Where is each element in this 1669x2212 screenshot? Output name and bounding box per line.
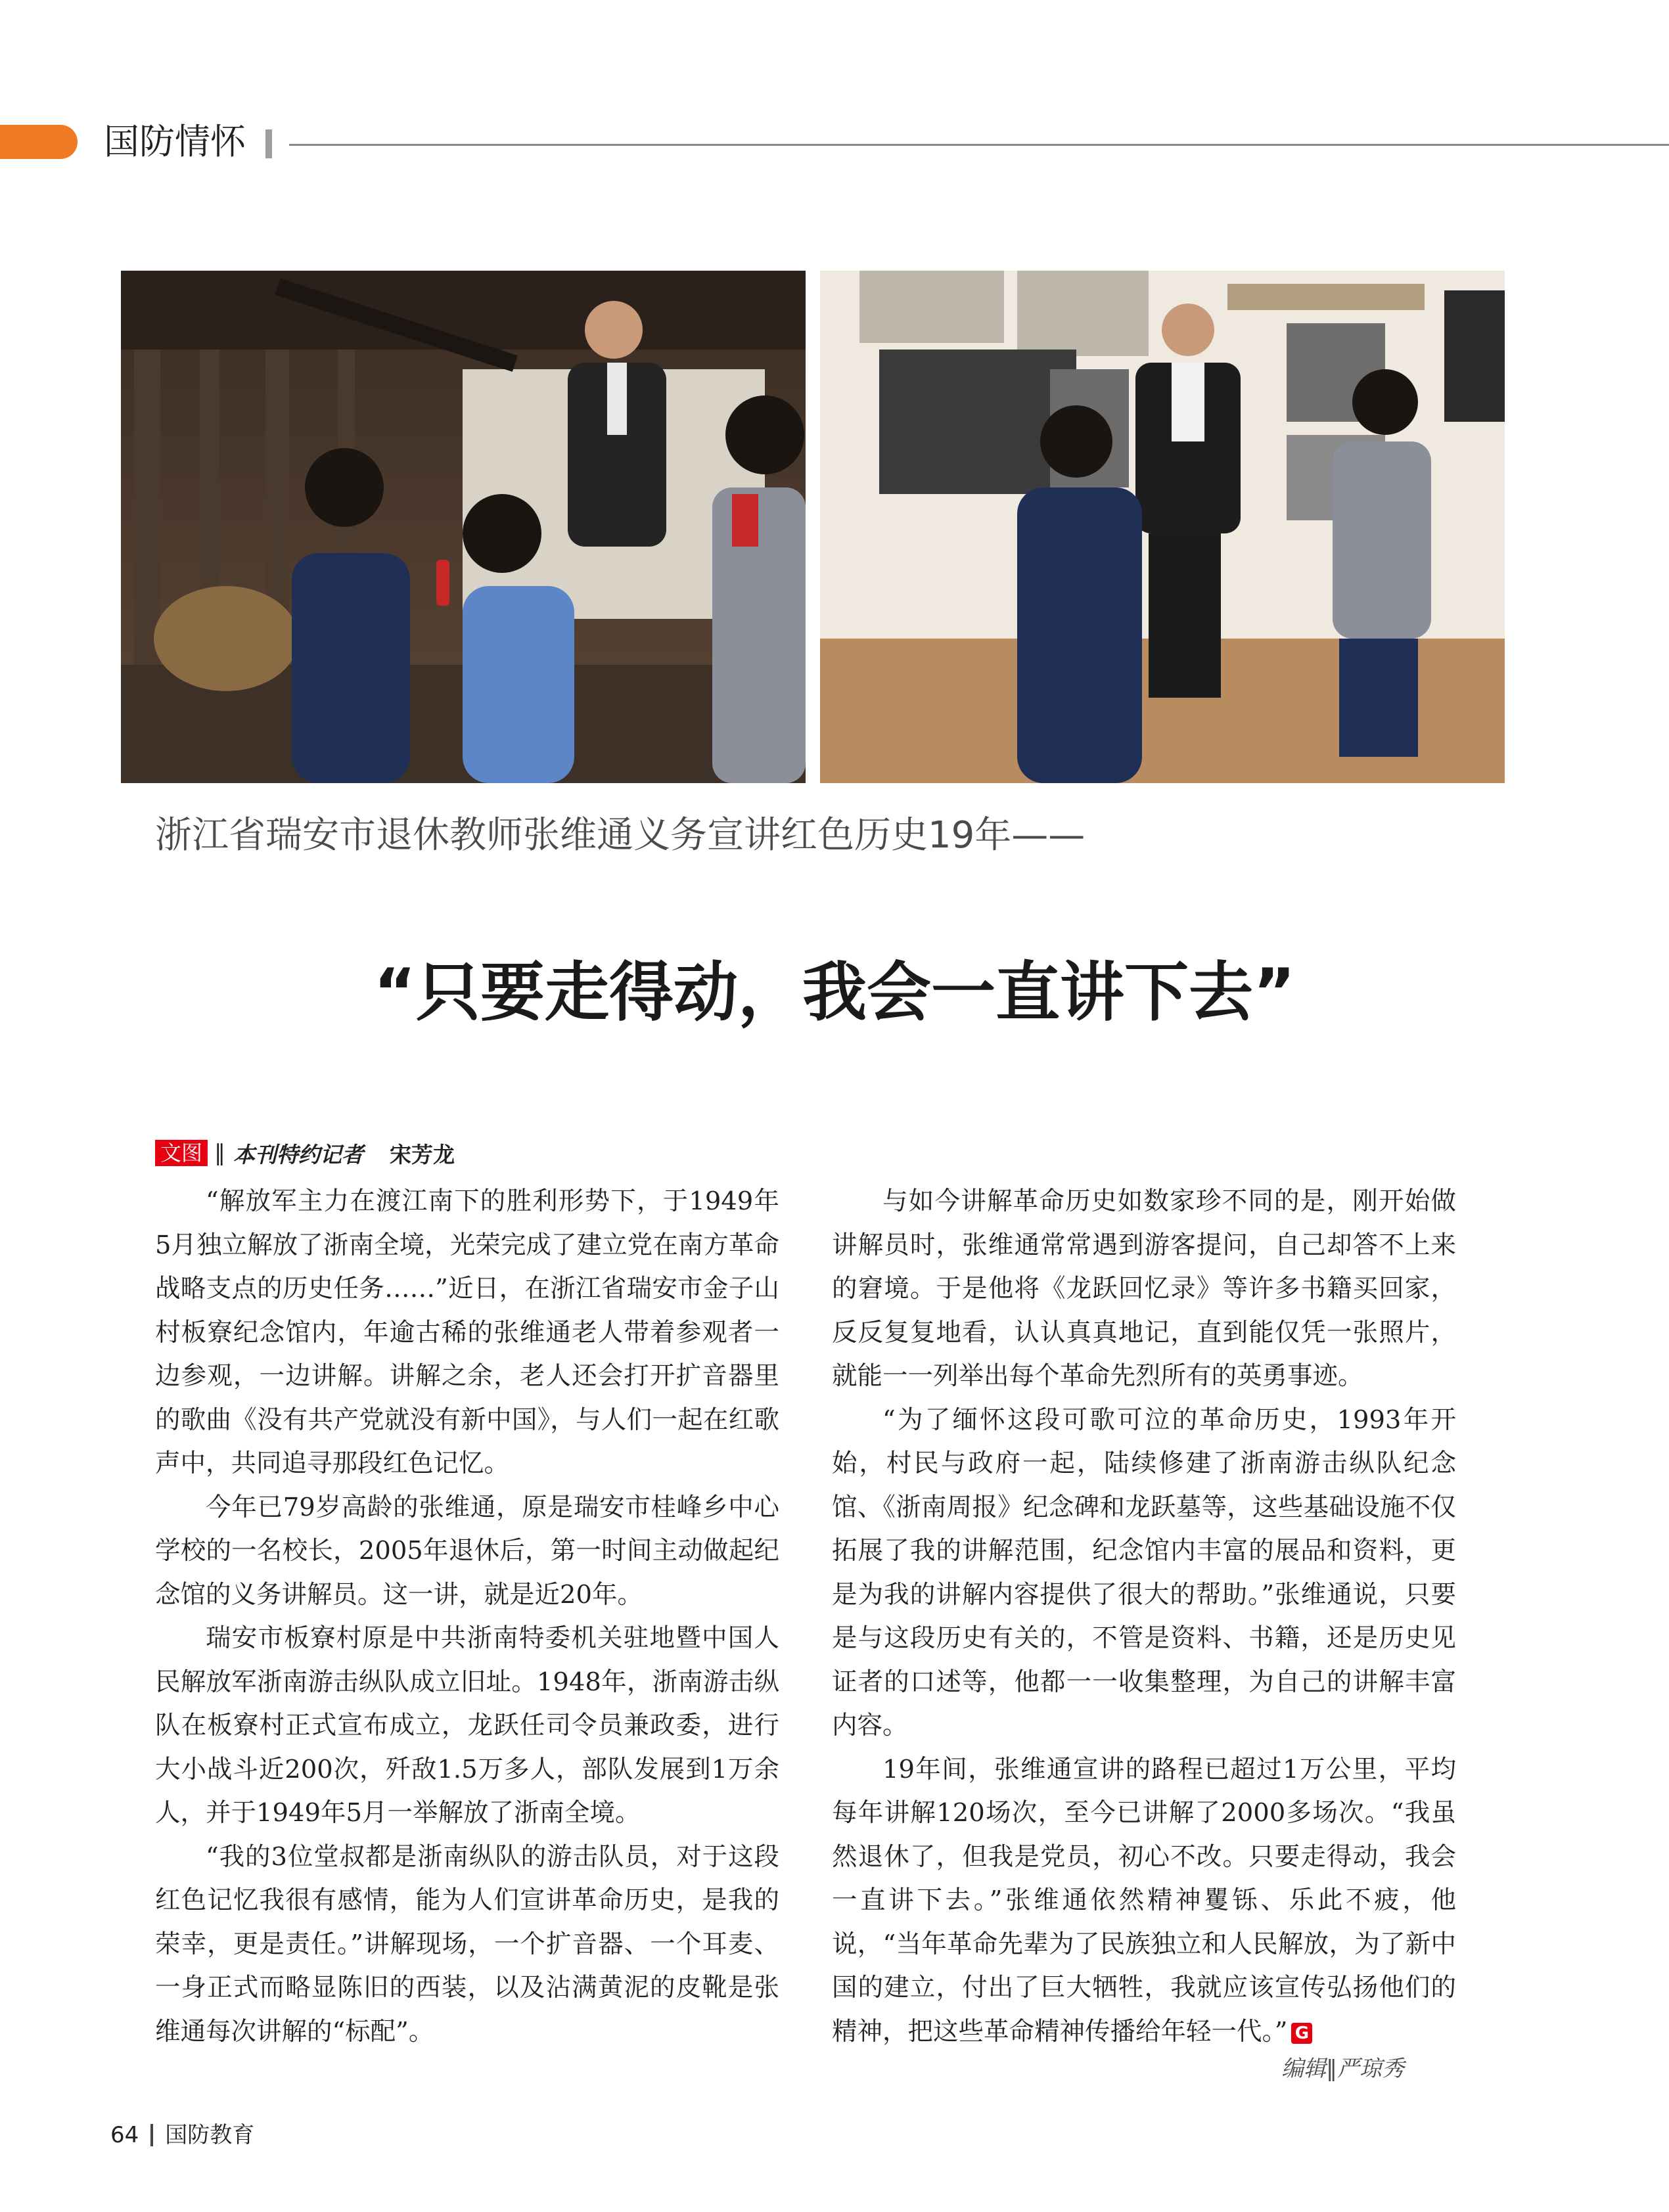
section-header-rule [289,144,1669,146]
paragraph-final [832,1748,1456,2054]
paragraph-final-text: 19年间，张维通宣讲的路程已超过1万公里，平均每年讲解120场次，至今已讲解了2000多场次。“我虽然退休了，但我是党员，初心不改。只要走得动，我会一直讲下去。”张维通依然精神矍铄、乐此不疲，他说，“当年革命先辈为了民族独立和人民解放，为了新中国的建立，付出了巨大牺牲，我就应该宣传弘扬他们的精神，把这些革命精神传播给年轻一代。” [832,1754,1456,2046]
magazine-name: 国防教育 [165,2122,255,2148]
section-divider-bar [265,129,272,158]
article-column-right [832,1180,1456,2054]
section-tab-marker [0,125,78,159]
footer-divider [150,2124,153,2146]
page-number: 64 [110,2122,139,2148]
section-name: 国防情怀 [104,121,246,162]
paragraph: 今年已79岁高龄的张维通，原是瑞安市桂峰乡中心学校的一名校长，2005年退休后，第一时间主动做起纪念馆的义务讲解员。这一讲，就是近20年。 [155,1492,779,1610]
paragraph: “我的3位堂叔都是浙南纵队的游击队员，对于这段红色记忆我很有感情，能为人们宣讲革命历史，是我的荣幸，更是责任。”讲解现场，一个扩音器、一个耳麦、一身正式而略显陈旧的西装，以及沾满黄泥的皮靴是张维通每次讲解的“标配”。 [155,1841,779,2046]
byline-tag: 文图 [155,1140,208,1166]
byline-role: 本刊特约记者 [233,1141,364,1167]
article-title: “只要走得动，我会一直讲下去” [373,955,1296,1030]
paragraph: 与如今讲解革命历史如数家珍不同的是，刚开始做讲解员时，张维通常常遇到游客提问，自己却答不上来的窘境。于是他将《龙跃回忆录》等许多书籍买回家，反反复复地看，认认真真地记，直到能仅凭一张照片，就能一一列举出每个革命先烈所有的英勇事迹。 [832,1186,1456,1391]
paragraph: 瑞安市板寮村原是中共浙南特委机关驻地暨中国人民解放军浙南游击纵队成立旧址。1948年，浙南游击纵队在板寮村正式宣布成立，龙跃任司令员兼政委，进行大小战斗近200次，歼敌1.5万多人，部队发展到1万余人，并于1949年5月一举解放了浙南全境。 [155,1623,779,1828]
paragraph: “为了缅怀这段可歌可泣的革命历史，1993年开始，村民与政府一起，陆续修建了浙南游击纵队纪念馆、《浙南周报》纪念碑和龙跃墓等，这些基础设施不仅拓展了我的讲解范围，纪念馆内丰富的展品和资料，更是为我的讲解内容提供了很大的帮助。”张维通说，只要是与这段历史有关的，不管是资料、书籍，还是历史见证者的口述等，他都一一收集整理，为自己的讲解丰富内容。 [832,1405,1456,1740]
byline [155,1138,455,1168]
page-footer [110,2119,254,2152]
byline-author: 宋芳龙 [390,1141,455,1167]
article-subtitle: 浙江省瑞安市退休教师张维通义务宣讲红色历史19年—— [155,814,1086,857]
paragraph: “解放军主力在渡江南下的胜利形势下，于1949年5月独立解放了浙南全境，光荣完成了建立党在南方革命战略支点的历史任务……”近日，在浙江省瑞安市金子山村板寮纪念馆内，年逾古稀的张维通老人带着参观者一边参观，一边讲解。讲解之余，老人还会打开扩音器里的歌曲《没有共产党就没有新中国》，与人们一起在红歌声中，共同追寻那段红色记忆。 [155,1186,779,1478]
end-mark-icon: G [1291,2023,1312,2044]
photo-rifle-demonstration [121,271,806,783]
photo-exhibition-hall [820,271,1505,783]
byline-separator: ‖ [214,1140,226,1166]
article-column-left [155,1180,779,2054]
editor-credit: 编辑‖严琼秀 [1281,2056,1404,2082]
